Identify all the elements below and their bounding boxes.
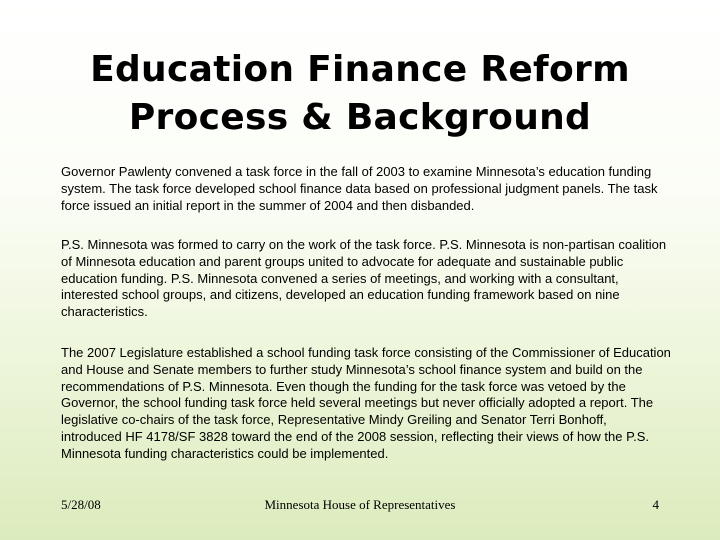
paragraph-ps-minnesota: P.S. Minnesota was formed to carry on the work of the task force. P.S. Minnesota is non-partisan coalition of Minnesota education and parent groups united to advocate for adequate and sustainable public education funding. P.S. Minnesota convened a series of meetings, and working with a consultant, interested school groups, and citizens, developed an education funding framework based on nine characteristics.: [61, 237, 667, 320]
paragraph-2007-legislature: The 2007 Legislature established a school funding task force consisting of the Commissioner of Education and House and Senate members to further study Minnesota’s school finance system and build on the recommendations of P.S. Minnesota. Even though the funding for the task force was vetoed by the Governor, the school funding task force held several meetings but never officially adopted a report. The legislative co-chairs of the task force, Representative Mindy Greiling and Senator Terri Bonhoff, introduced HF 4178/SF 3828 toward the end of the 2008 session, reflecting their views of how the P.S. Minnesota funding characteristics could be implemented.: [61, 345, 671, 461]
footer-date: 5/28/08: [61, 497, 101, 512]
slide-title: [30, 46, 690, 142]
paragraph-task-force: Governor Pawlenty convened a task force in the fall of 2003 to examine Minnesota’s education funding system. The task force developed school finance data based on professional judgment panels. The task force issued an initial report in the summer of 2004 and then disbanded.: [61, 164, 658, 213]
slide-title-line-2: Process & Background: [128, 97, 592, 138]
footer-page-number: 4: [652, 497, 659, 512]
footer-organization: Minnesota House of Representatives: [264, 497, 456, 512]
slide-title-line-1: Education Finance Reform: [90, 49, 630, 90]
